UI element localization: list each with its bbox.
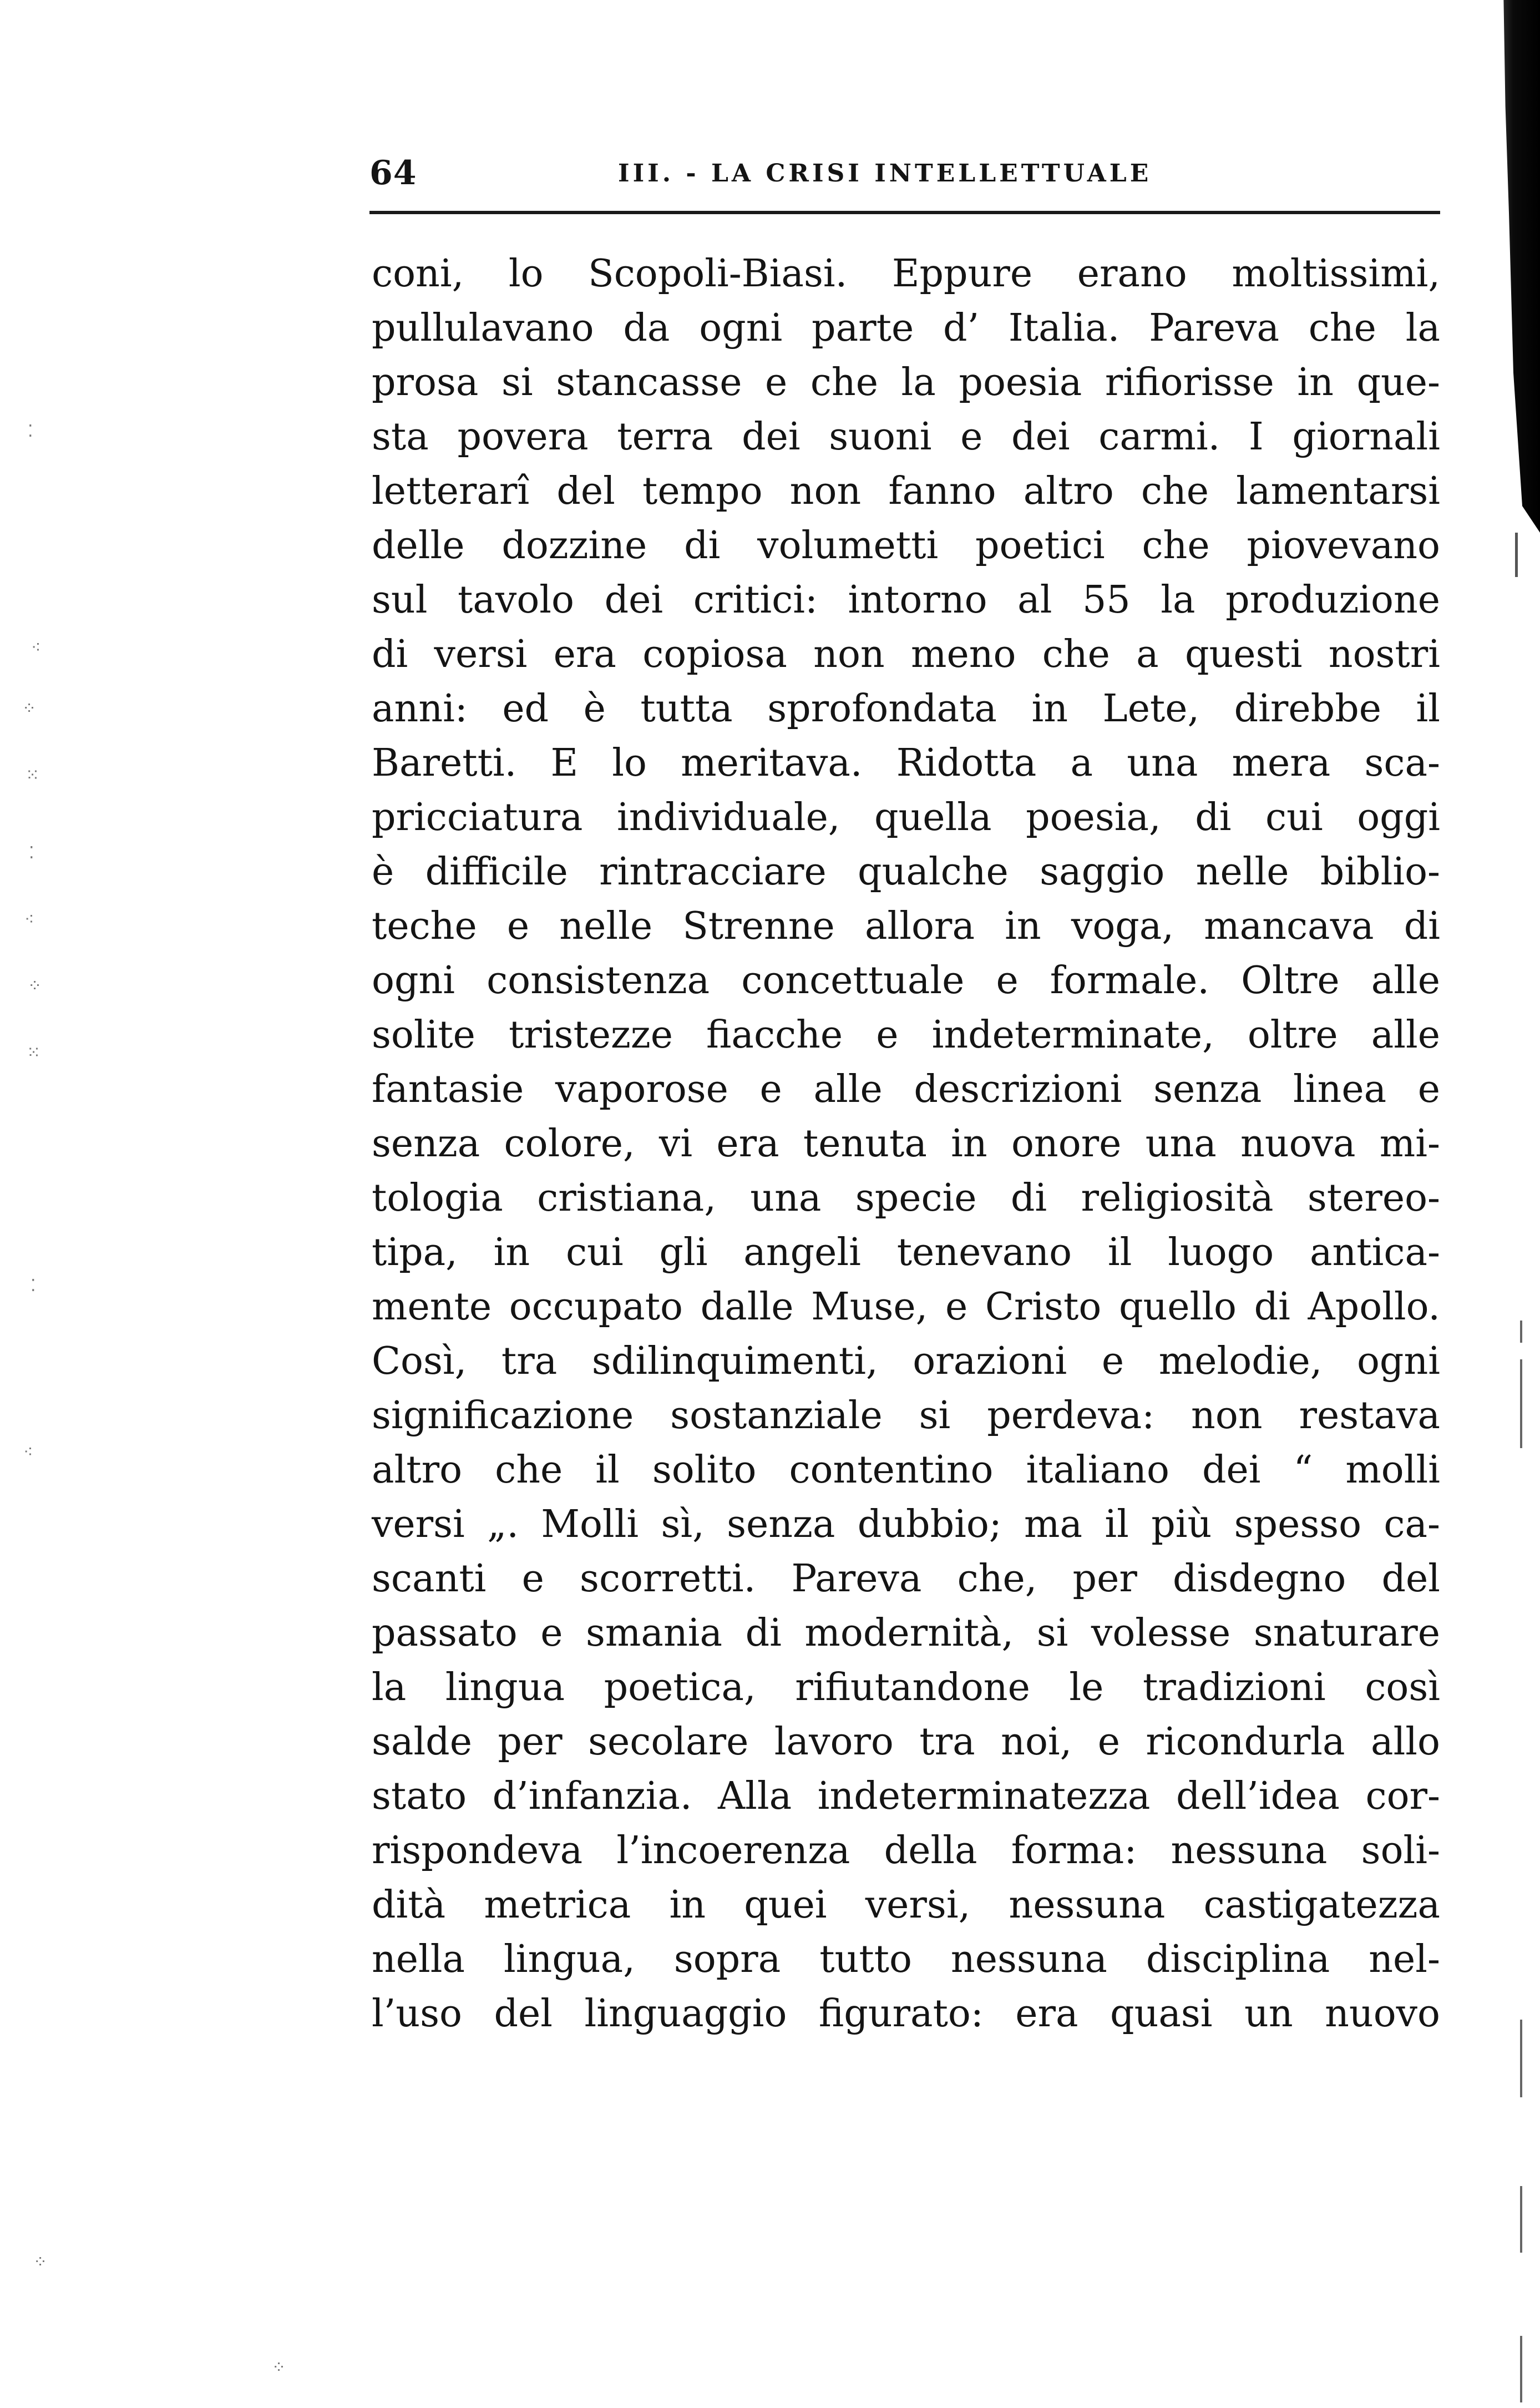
text-line: di versi era copiosa non meno che a questi nostri (372, 633, 1440, 676)
text-line: nella lingua, sopra tutto nessuna disciplina nel- (372, 1937, 1440, 1981)
text-line: salde per secolare lavoro tra noi, e ricondurla allo (372, 1720, 1440, 1764)
page-number: 64 (369, 154, 417, 193)
scan-shadow-edge (1496, 0, 1540, 533)
text-line: pullulavano da ogni parte d’ Italia. Pareva che la (372, 306, 1440, 350)
text-line: Così, tra sdilinquimenti, orazioni e melodie, ogni (372, 1339, 1440, 1383)
text-line: fantasie vaporose e alle descrizioni senza linea e (372, 1068, 1440, 1111)
text-line: rispondeva l’incoerenza della forma: nessuna soli- (372, 1829, 1440, 1873)
text-line: versi „. Molli sì, senza dubbio; ma il più spesso ca- (372, 1503, 1440, 1546)
page-header (369, 151, 1440, 195)
body-text (372, 247, 1440, 2041)
text-line: mente occupato dalle Muse, e Cristo quello di Apollo. (372, 1285, 1440, 1329)
text-line: sul tavolo dei critici: intorno al 55 la produzione (372, 578, 1440, 622)
text-line: passato e smania di modernità, si volesse snaturare (372, 1611, 1440, 1655)
scan-edge-mark (1515, 533, 1518, 577)
text-line: sta povera terra dei suoni e dei carmi. I giornali (372, 415, 1440, 459)
text-line: stato d’infanzia. Alla indeterminatezza dell’idea cor- (372, 1774, 1440, 1818)
text-line: l’uso del linguaggio figurato: era quasi un nuovo (372, 1992, 1440, 2036)
text-line: delle dozzine di volumetti poetici che piovevano (372, 524, 1440, 568)
book-page: ⁚ ⁖ ⁘ ⁙ ⁚ ⁖ ⁘ ⁙ ⁚ ⁖ ⁘ ⁘ 64 III. - LA CRISI INTELLETTUALE coni, lo Scopoli-Biasi. Eppure erano moltissimi, pullulavano da ogni parte d’ Italia. Pareva che la prosa si stancasse e che la poesia rifiorisse in que- sta povera terra dei suoni e dei carmi. I giornali letterarî del tempo non fanno altro che lamentarsi delle dozzine di volumetti poetici che piovevano sul tavolo dei critici: intorno al 55 la produzione di versi era copiosa non meno che a questi nostri anni: ed è tutta sprofondata in Lete, direbbe il Baretti. E lo meritava. Ridotta a una mera sca- pricciatura individuale, quella poesia, di cui oggi è difficile rintracciare qualche saggio nelle biblio- teche e nelle Strenne allora in voga, mancava di ogni consistenza concettuale e formale. Oltre alle solite tristezze fiacche e indeterminate, oltre alle fantasie vaporose e alle descrizioni senza linea e senza colore, vi era tenuta in onore una nuova mi- tologia cristiana, una specie di religiosità stereo- tipa, in cui gli angeli tenevano il luogo antica- mente occupato dalle Muse, e Cristo quello di Apollo. Così, tra sdilinquimenti, orazioni e melodie, ogni significazione sostanziale si perdeva: non restava altro che il solito contentino italiano dei “ molli versi „. Molli sì, senza dubbio; ma il più spesso ca- scanti e scorretti. Pareva che, per disdegno del passato e smania di modernità, si volesse snaturare la lingua poetica, rifiutandone le tradizioni così salde per secolare lavoro tra noi, e ricondurla allo stato d’infanzia. Alla indeterminatezza dell’idea cor- rispondeva l’incoerenza della forma: nessuna soli- dità metrica in quei versi, nessuna castigatezza nella lingua, sopra tutto nessuna disciplina nel- l’uso del linguaggio figurato: era quasi un nuovo (0, 0, 1540, 2408)
text-line: teche e nelle Strenne allora in voga, mancava di (372, 904, 1440, 948)
text-line: scanti e scorretti. Pareva che, per disdegno del (372, 1557, 1440, 1601)
text-line: dità metrica in quei versi, nessuna castigatezza (372, 1883, 1440, 1927)
text-line: è difficile rintracciare qualche saggio nelle biblio- (372, 850, 1440, 894)
text-line: tologia cristiana, una specie di religiosità stereo- (372, 1176, 1440, 1220)
scan-mark (1520, 1359, 1522, 1448)
scan-mark (1520, 2186, 1522, 2253)
header-rule (369, 211, 1440, 214)
text-line: tipa, in cui gli angeli tenevano il luogo antica- (372, 1231, 1440, 1274)
scan-mark (1520, 2020, 1522, 2097)
running-title: III. - LA CRISI INTELLETTUALE (618, 159, 1152, 188)
scan-mark (1520, 1321, 1522, 1343)
text-line: letterarî del tempo non fanno altro che lamentarsi (372, 469, 1440, 513)
text-line: la lingua poetica, rifiutandone le tradizioni così (372, 1666, 1440, 1709)
text-line: Baretti. E lo meritava. Ridotta a una mera sca- (372, 741, 1440, 785)
text-line: significazione sostanziale si perdeva: non restava (372, 1394, 1440, 1438)
text-line: prosa si stancasse e che la poesia rifiorisse in que- (372, 361, 1440, 404)
text-line: altro che il solito contentino italiano dei “ molli (372, 1448, 1440, 1492)
text-line: anni: ed è tutta sprofondata in Lete, direbbe il (372, 687, 1440, 731)
text-line: coni, lo Scopoli-Biasi. Eppure erano moltissimi, (372, 252, 1440, 296)
scan-mark (1520, 2336, 1522, 2402)
text-line: ogni consistenza concettuale e formale. Oltre alle (372, 959, 1440, 1003)
text-line: pricciatura individuale, quella poesia, di cui oggi (372, 796, 1440, 839)
text-line: solite tristezze fiacche e indeterminate, oltre alle (372, 1013, 1440, 1057)
text-line: senza colore, vi era tenuta in onore una nuova mi- (372, 1122, 1440, 1166)
